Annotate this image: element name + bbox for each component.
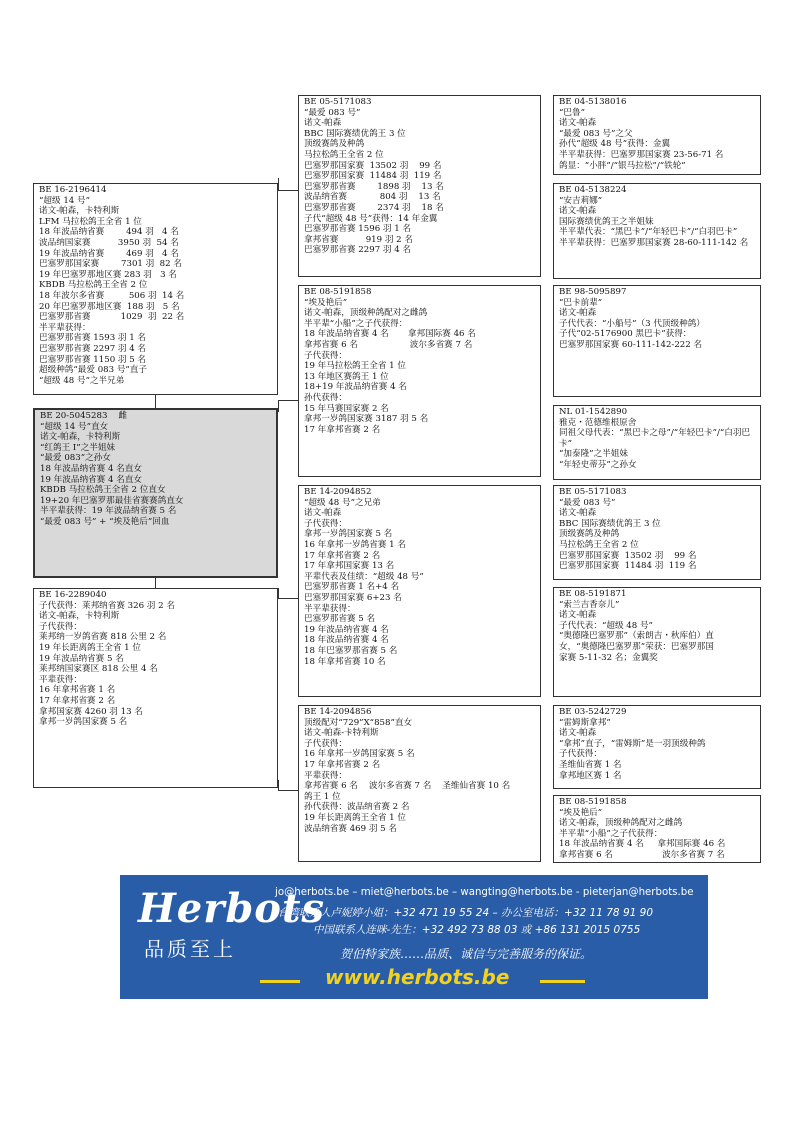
pedigree-line: 诺文-帕森，顶级种鸽配对之雌鸽	[304, 308, 428, 319]
pedigree-line: LFM 马拉松鸽王全省 1 位	[39, 216, 142, 227]
contact-china: 中国联系人连咪-先生：+32 492 73 88 03 或 +86 131 2015 0755	[313, 924, 641, 936]
pedigree-line: “最爱 083 号”	[559, 497, 616, 508]
pedigree-line: 18 年波品纳省赛 4 名 拿邦国际赛 46 名	[304, 329, 476, 340]
pedigree-line: 20 年巴塞罗那地区赛 188 羽 5 名	[39, 301, 180, 312]
connector-line	[278, 780, 279, 790]
pedigree-line: 孙代获得：波品纳省赛 2 名	[304, 802, 410, 813]
pedigree-line: 雅克・范德维根原舍	[559, 417, 637, 428]
pedigree-line: “埃及艳后”	[304, 297, 348, 308]
pedigree-line: 圣维仙省赛 1 名	[559, 759, 622, 770]
pedigree-line: 巴塞罗那国家赛 11484 羽 119 名	[304, 171, 442, 182]
pedigree-line: “年轻史蒂芬”之孙女	[559, 459, 637, 470]
pedigree-line: BE 05-5171083	[559, 487, 627, 497]
connector-line	[278, 400, 279, 412]
pedigree-line: 诺文-帕森	[304, 118, 342, 129]
pedigree-line: 诺文-帕森	[304, 508, 342, 519]
pedigree-line: 19 年长距离鸽王全省 1 位	[39, 642, 141, 653]
pedigree-line: “红鸽王 I”之半姐妹	[40, 442, 116, 453]
pedigree-line: 半平辈代表：“黑巴卡”/“年轻巴卡”/“白羽巴卡”	[559, 227, 738, 238]
pedigree-line: BE 20-5045283 雌	[40, 411, 127, 421]
pedigree-line: “巴鲁”	[559, 107, 585, 118]
pedigree-line: BE 16-2289040	[39, 590, 107, 600]
pedigree-line: 巴塞罗那国家赛 13502 羽 99 名	[304, 160, 442, 171]
pedigree-box-ggp-6	[553, 587, 761, 697]
pedigree-box-ggp-4	[553, 405, 761, 480]
pedigree-line: 巴塞罗那省赛 1 名+4 名	[304, 582, 400, 593]
pedigree-line: 巴塞罗那国家赛 11484 羽 119 名	[559, 561, 697, 572]
pedigree-line: “安吉莉娜”	[559, 195, 603, 206]
pedigree-line: BE 04-5138224	[559, 185, 627, 195]
pedigree-line: 巴塞罗那国家赛 60-111-142-222 名	[559, 339, 703, 350]
pedigree-line: 子代代表：“小船号”（3 代顶级种鸽）	[559, 318, 705, 329]
pedigree-line: 平辈代表及佳绩：“超级 48 号”	[304, 571, 424, 582]
pedigree-line: “超级 48 号”之半兄弟	[39, 375, 125, 386]
pedigree-line: 诺文-帕森	[559, 206, 597, 217]
pedigree-line: 子代“02-5176900 黑巴卡”获得：	[559, 329, 692, 340]
pedigree-line: “最爱 083”之孙女	[40, 453, 111, 464]
pedigree-line: 18 年波品纳省赛 4 名直女	[40, 463, 142, 474]
pedigree-line: BE 98-5095897	[559, 287, 627, 297]
pedigree-line: 超级种鸽“最爱 083 号”直子	[39, 365, 147, 376]
pedigree-line: BBC 国际赛绩优鸽王 3 位	[304, 128, 406, 139]
contact-emails[interactable]: jo@herbots.be – miet@herbots.be – wangting@herbots.be - pieterjan@herbots.be	[275, 887, 694, 898]
connector-line	[278, 178, 279, 190]
pedigree-line: 19 年波品纳省赛 5 名	[39, 653, 124, 664]
pedigree-line: 19 年波品纳省赛 4 名	[304, 624, 389, 635]
pedigree-line: 18 年拿邦省赛 10 名	[304, 656, 386, 667]
pedigree-line: KBDB 马拉松鸽王全省 2 位	[39, 280, 148, 291]
pedigree-line: 子代获得：莱邦纳省赛 326 羽 2 名	[39, 600, 175, 611]
deco-line-left	[260, 980, 300, 983]
pedigree-line: 17 年拿邦省赛 2 名	[304, 759, 381, 770]
pedigree-line: 半平辈获得：	[304, 603, 356, 614]
pedigree-line: 巴塞罗那省赛 1029 羽 22 名	[39, 312, 185, 323]
pedigree-line: “最爱 083 号”之父	[559, 128, 633, 139]
pedigree-line: 莱邦纳国家赛区 818 公里 4 名	[39, 664, 158, 675]
pedigree-line: 子代获得：	[39, 621, 82, 632]
pedigree-line: 孙代获得：	[304, 392, 347, 403]
pedigree-line: 半平辈“小船”之子代获得：	[559, 828, 663, 839]
pedigree-line: 拿邦省赛 6 名 波尔多省赛 7 名 圣维仙省赛 10 名	[304, 781, 511, 792]
pedigree-line: 18 年波品纳省赛 4 名 拿邦国际赛 46 名	[559, 839, 726, 850]
pedigree-line: 巴塞罗那国家赛 13502 羽 99 名	[559, 550, 697, 561]
pedigree-box-dam-sire	[298, 485, 541, 697]
pedigree-line: 半平辈获得：巴塞罗那国家赛 23-56-71 名	[559, 149, 724, 160]
connector-line	[278, 790, 298, 791]
pedigree-line: 孙代“超级 48 号”获得：金翼	[559, 139, 671, 150]
pedigree-line: BE 08-5191858	[304, 287, 372, 297]
pedigree-line: “最爱 083 号” + “埃及艳后”回血	[40, 516, 170, 527]
pedigree-line: 半平辈获得：19 年波品纳省赛 5 名	[40, 506, 177, 517]
pedigree-line: 19 年波品纳省赛 469 羽 4 名	[39, 248, 179, 259]
pedigree-line: KBDB 马拉松鸽王全省 2 位直女	[40, 485, 166, 496]
contact-taiwan: 台湾联系人卢妮婷小姐：+32 471 19 55 24 – 办公室电话：+32 11 78 91 90	[278, 907, 654, 919]
pedigree-box-sire	[33, 183, 278, 395]
pedigree-line: NL 01-1542890	[559, 407, 628, 417]
pedigree-line: 国际赛绩优鸽王之半姐妹	[559, 216, 654, 227]
pedigree-line: 平辈获得：	[304, 770, 347, 781]
pedigree-line: 拿邦一岁鸽国家赛 5 名	[304, 529, 393, 540]
pedigree-line: 莱邦纳一岁鸽省赛 818 公里 2 名	[39, 632, 167, 643]
pedigree-line: 17 年拿邦国家赛 13 名	[304, 561, 395, 572]
pedigree-line: 鸽王 1 位	[304, 791, 341, 802]
pedigree-box-ggp-3	[553, 285, 761, 397]
pedigree-line: BE 14-2094852	[304, 487, 372, 497]
pedigree-line: “超级 14 号”	[39, 195, 90, 206]
pedigree-line: 17 年拿邦省赛 2 名	[304, 424, 381, 435]
pedigree-box-subject[interactable]	[33, 408, 278, 578]
pedigree-line: 诺文-帕森，卡特利斯	[39, 206, 120, 217]
pedigree-line: “奥德隆巴塞罗那”（索朗吉・秋库伯）直	[559, 631, 714, 642]
pedigree-line: 拿邦地区赛 1 名	[559, 770, 622, 781]
pedigree-line: 诺文-帕森，卡特利斯	[40, 432, 121, 443]
pedigree-line: “最爱 083 号”	[304, 107, 361, 118]
pedigree-box-sire-dam	[298, 285, 541, 477]
pedigree-line: 拿邦省赛 6 名 波尔多省赛 7 名	[559, 849, 725, 860]
pedigree-box-dam	[33, 588, 278, 788]
pedigree-line: “拿邦”直子，“雷姆斯”是一羽顶级种鸽	[559, 738, 706, 749]
pedigree-line: BE 05-5171083	[304, 97, 372, 107]
pedigree-line: “雷姆斯拿邦”	[559, 717, 611, 728]
pedigree-line: 16 年拿邦一岁鸽省赛 1 名	[304, 539, 406, 550]
pedigree-line: 15 年马赛国家赛 2 名	[304, 403, 389, 414]
pedigree-line: BE 08-5191858	[559, 797, 627, 807]
connector-line	[278, 400, 298, 401]
pedigree-line: 拿邦国家赛 4260 羽 13 名	[39, 706, 143, 717]
pedigree-line: 巴塞罗那省赛 1593 羽 1 名	[39, 333, 147, 344]
pedigree-line: 顶级配对“729”X“858”直女	[304, 717, 413, 728]
pedigree-box-ggp-7	[553, 705, 761, 789]
pedigree-line: 17 年拿邦省赛 2 名	[39, 695, 116, 706]
pedigree-line: 半平辈“小船”之子代获得：	[304, 318, 408, 329]
pedigree-line: 拿邦省赛 6 名 波尔多省赛 7 名	[304, 339, 473, 350]
pedigree-line: 顶级赛鸽及种鸽	[559, 529, 620, 540]
pedigree-line: 平辈获得：	[39, 674, 82, 685]
pedigree-line: 13 年地区赛鸽王 1 位	[304, 371, 389, 382]
pedigree-line: 拿邦一岁鸽国家赛 5 名	[39, 717, 128, 728]
pedigree-line: 波品纳国家赛 3950 羽 54 名	[39, 237, 179, 248]
pedigree-line: 马拉松鸽王全省 2 位	[559, 539, 639, 550]
pedigree-line: BBC 国际赛绩优鸽王 3 位	[559, 518, 661, 529]
pedigree-line: 马拉松鸽王全省 2 位	[304, 149, 384, 160]
pedigree-line: 19+20 年巴塞罗那最佳省赛赛鸽直女	[40, 495, 184, 506]
pedigree-line: 18+19 年波品纳省赛 4 名	[304, 382, 407, 393]
pedigree-line: 19 年长距离鸽王全省 1 位	[304, 812, 406, 823]
pedigree-line: 子代获得：	[559, 749, 602, 760]
pedigree-line: “超级 14 号”直女	[40, 421, 109, 432]
pedigree-line: 巴塞罗那省赛 1596 羽 1 名	[304, 224, 412, 235]
pedigree-line: 诺文-帕森，卡特利斯	[39, 611, 120, 622]
pedigree-line: 半平辈获得：巴塞罗那国家赛 28-60-111-142 名	[559, 237, 749, 248]
pedigree-line: 巴塞罗那省赛 1150 羽 5 名	[39, 354, 147, 365]
pedigree-line: 拿邦省赛 919 羽 2 名	[304, 234, 413, 245]
pedigree-line: 巴塞罗那省赛 2374 羽 18 名	[304, 202, 444, 213]
pedigree-line: 巴塞罗那省赛 5 名	[304, 614, 376, 625]
pedigree-line: 诺文-帕森	[559, 610, 597, 621]
pedigree-line: 同祖父母代表：“黑巴卡之母”/“年轻巴卡”/“白羽巴卡”	[559, 428, 751, 449]
pedigree-line: 巴塞罗那国家赛 6+23 名	[304, 592, 402, 603]
pedigree-line: 子代代表：“超级 48 号”	[559, 620, 653, 631]
pedigree-line: 诺文-帕森-卡特利斯	[304, 728, 379, 739]
pedigree-line: 拿邦一岁鸽国家赛 3187 羽 5 名	[304, 414, 429, 425]
pedigree-box-ggp-5	[553, 485, 761, 580]
pedigree-line: 诺文-帕森	[559, 728, 597, 739]
pedigree-line: 诺文-帕森，顶级种鸽配对之雌鸽	[559, 818, 683, 829]
pedigree-line: “加泰隆”之半姐妹	[559, 449, 628, 460]
pedigree-line: 子代“超级 48 号”获得：14 年金翼	[304, 213, 438, 224]
pedigree-line: 鸽显：“小胖”/“银马拉松”/“铁轮”	[559, 160, 686, 171]
pedigree-line: BE 04-5138016	[559, 97, 627, 107]
pedigree-line: 18 年波尔多省赛 506 羽 14 名	[39, 290, 185, 301]
pedigree-line: BE 03-5242729	[559, 707, 627, 717]
connector-line	[278, 588, 279, 598]
pedigree-line: 巴塞罗那省赛 2297 羽 4 名	[304, 245, 412, 256]
pedigree-line: 顶级赛鸽及种鸽	[304, 139, 365, 150]
pedigree-line: 波品纳省赛 804 羽 13 名	[304, 192, 441, 203]
pedigree-box-ggp-1	[553, 95, 761, 175]
pedigree-line: 家赛 5-11-32 名；金翼奖	[559, 652, 658, 663]
pedigree-box-dam-dam	[298, 705, 541, 862]
pedigree-line: 18 年波品纳省赛 494 羽 4 名	[39, 227, 179, 238]
deco-line-right	[540, 980, 585, 983]
pedigree-line: 19 年巴塞罗那地区赛 283 羽 3 名	[39, 269, 177, 280]
pedigree-line: 18 年波品纳省赛 4 名	[304, 635, 389, 646]
pedigree-line: 波品纳省赛 469 羽 5 名	[304, 823, 397, 834]
pedigree-line: 子代获得：	[304, 738, 347, 749]
pedigree-line: BE 16-2196414	[39, 185, 107, 195]
pedigree-line: 诺文-帕森	[559, 508, 597, 519]
connector-line	[278, 598, 298, 599]
pedigree-line: 16 年拿邦一岁鸽国家赛 5 名	[304, 749, 415, 760]
pedigree-line: “埃及艳后”	[559, 807, 603, 818]
pedigree-line: 半平辈获得：	[39, 322, 91, 333]
pedigree-box-sire-sire	[298, 95, 541, 277]
website-link[interactable]: www.herbots.be	[325, 965, 510, 989]
connector-line	[278, 190, 298, 191]
connector-line	[155, 578, 156, 588]
logo-subtitle: 品质至上	[144, 937, 236, 961]
pedigree-line: “巴卡前辈”	[559, 297, 603, 308]
pedigree-line: BE 14-2094856	[304, 707, 372, 717]
pedigree-line: 巴塞罗那省赛 2297 羽 4 名	[39, 343, 147, 354]
herbots-logo: Herbots	[138, 885, 325, 932]
pedigree-line: “超级 48 号”之兄弟	[304, 497, 381, 508]
pedigree-line: 巴塞罗那国家赛 7301 羽 82 名	[39, 259, 182, 270]
pedigree-line: 女，“奥德隆巴塞罗那”荣获：巴塞罗那国	[559, 641, 714, 652]
banner-slogan: 贺伯特家族……品质、诚信与完善服务的保证。	[340, 947, 593, 961]
herbots-banner	[120, 875, 708, 999]
pedigree-line: 诺文-帕森	[559, 118, 597, 129]
pedigree-line: 19 年波品纳省赛 4 名直女	[40, 474, 142, 485]
pedigree-line: 17 年拿邦省赛 2 名	[304, 550, 381, 561]
pedigree-line: 巴塞罗那省赛 1898 羽 13 名	[304, 181, 444, 192]
pedigree-line: 19 年马拉松鸽王全省 1 位	[304, 361, 406, 372]
pedigree-line: 子代获得：	[304, 350, 347, 361]
pedigree-box-ggp-2	[553, 183, 761, 279]
pedigree-line: “索兰吉香奈儿”	[559, 599, 620, 610]
pedigree-line: 18 年巴塞罗那省赛 5 名	[304, 645, 398, 656]
pedigree-line: 子代获得：	[304, 518, 347, 529]
pedigree-line: 16 年拿邦省赛 1 名	[39, 685, 116, 696]
pedigree-line: 诺文-帕森	[559, 308, 597, 319]
pedigree-line: BE 08-5191871	[559, 589, 627, 599]
pedigree-box-ggp-8	[553, 795, 761, 863]
